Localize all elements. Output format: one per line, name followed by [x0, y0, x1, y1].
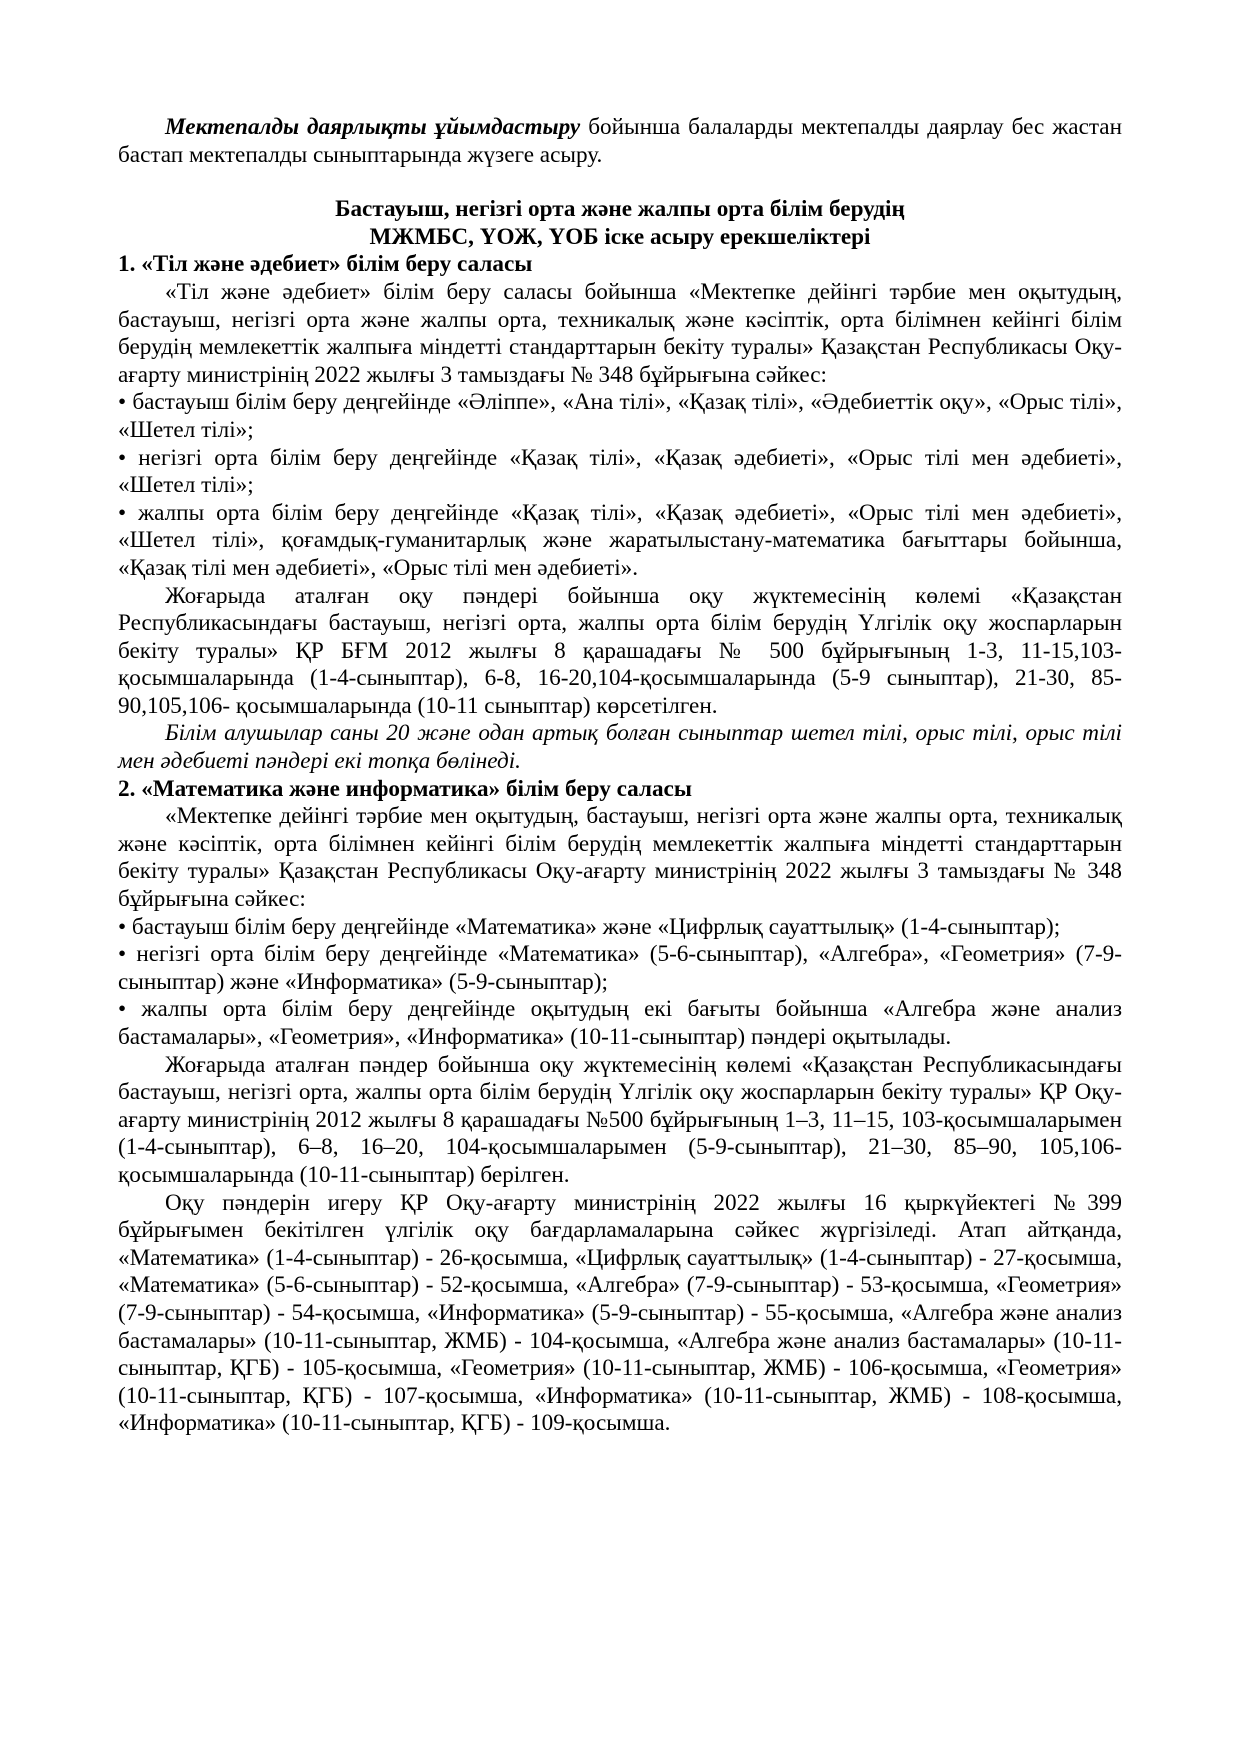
section-2-paragraph-1: «Мектепке дейінгі тәрбие мен оқытудың, бастауыш, негізгі орта және жалпы орта, техникалық және кәсіптік, орта білімнен кейінгі білім берудің мемлекеттік жалпыға міндетті стандарттарын бекіту туралы» Қазақстан Республикасы Оқу-ағарту министрінің 2022 жылғы 3 тамыздағы № 348 бұйрығына сәйкес: — [118, 803, 1122, 913]
document-page — [118, 114, 1122, 1438]
section-2-paragraph-3: Оқу пәндерін игеру ҚР Оқу-ағарту министрінің 2022 жылғы 16 қыркүйектегі №399 бұйрығымен бекітілген үлгілік оқу бағдарламаларына сәйкес жүргізіледі. Атап айтқанда, «Математика» (1-4-сыныптар) - 26-қосымша, «Цифрлық сауаттылық» (1-4-сыныптар) - 27-қосымша, «Математика» (5-6-сыныптар) - 52-қосымша, «Алгебра» (7-9-сыныптар) - 53-қосымша, «Геометрия» (7-9-сыныптар) - 54-қосымша, «Информатика» (5-9-сыныптар) - 55-қосымша, «Алгебра және анализ бастамалары» (10-11-сыныптар, ЖМБ) - 104-қосымша, «Алгебра және анализ бастамалары» (10-11-сыныптар, ҚГБ) - 105-қосымша, «Геометрия» (10-11-сыныптар, ЖМБ) - 106-қосымша, «Геометрия» (10-11-сыныптар, ҚГБ) - 107-қосымша, «Информатика» (10-11-сыныптар, ЖМБ) - 108-қосымша, «Информатика» (10-11-сыныптар, ҚГБ) - 109-қосымша. — [118, 1189, 1122, 1437]
intro-paragraph — [118, 114, 1122, 169]
intro-text: бойынша балаларды мектепалды даярлау бес жастан бастап мектепалды сыныптарында жүзеге асыру. — [118, 114, 1122, 168]
section-2-bullet: • жалпы орта білім беру деңгейінде оқытудың екі бағыты бойынша «Алгебра және анализ бастамалары», «Геометрия», «Информатика» (10-11-сыныптар) пәндері оқытылады. — [118, 996, 1122, 1050]
section-1-paragraph-1: «Тіл және әдебиет» білім беру саласы бойынша «Мектепке дейінгі тәрбие мен оқытудың, бастауыш, негізгі орта және жалпы орта, техникалық және кәсіптік, орта білімнен кейінгі білім берудің мемлекеттік жалпыға міндетті стандарттарын бекіту туралы» Қазақстан Республикасы Оқу-ағарту министрінің 2022 жылғы 3 тамыздағы № 348 бұйрығына сәйкес: — [118, 278, 1122, 388]
section-1-heading: 1. «Тіл және әдебиет» білім беру саласы — [118, 251, 533, 278]
document-title-line-2: МЖМБС, ҮОЖ, ҮОБ іске асыру ерекшеліктері — [369, 223, 871, 250]
section-1-bullet: • негізгі орта білім беру деңгейінде «Қазақ тілі», «Қазақ әдебиеті», «Орыс тілі мен әдебиеті», «Шетел тілі»; — [118, 444, 1122, 499]
section-2-heading: 2. «Математика және информатика» білім беру саласы — [118, 775, 692, 802]
section-1-bullet: • жалпы орта білім беру деңгейінде «Қазақ тілі», «Қазақ әдебиеті», «Орыс тілі мен әдебиеті», «Шетел тілі», қоғамдық-гуманитарлық және жаратылыстану-математика бағыттары бойынша, «Қазақ тілі мен әдебиеті», «Орыс тілі мен әдебиеті». — [118, 499, 1122, 581]
intro-emphasis: Мектепалды даярлықты ұйымдастыру — [165, 114, 581, 140]
document-title-line-1: Бастауыш, негізгі орта және жалпы орта білім берудің — [335, 196, 905, 223]
section-2-bullet: • бастауыш білім беру деңгейінде «Математика» және «Цифрлық сауаттылық» (1-4-сыныптар); — [118, 913, 1061, 940]
section-1-paragraph-2: Жоғарыда аталған оқу пәндері бойынша оқу жүктемесінің көлемі «Қазақстан Республикасындағы бастауыш, негізгі орта, жалпы орта білім берудің Үлгілік оқу жоспарларын бекіту туралы» ҚР БҒМ 2012 жылғы 8 қарашадағы № 500 бұйрығының 1-3, 11-15,103-қосымшаларында (1-4-сыныптар), 6-8, 16-20,104-қосымшаларында (5-9 сыныптар), 21-30, 85-90,105,106- қосымшаларында (10-11 сыныптар) көрсетілген. — [118, 582, 1122, 719]
section-2-paragraph-2: Жоғарыда аталған пәндер бойынша оқу жүктемесінің көлемі «Қазақстан Республикасындағы бастауыш, негізгі орта, жалпы орта білім берудің Үлгілік оқу жоспарларын бекіту туралы» ҚР Оқу-ағарту министрінің 2012 жылғы 8 қарашадағы №500 бұйрығының 1–3, 11–15, 103-қосымшаларымен (1-4-сыныптар), 6–8, 16–20, 104-қосымшаларымен (5-9-сыныптар), 21–30, 85–90, 105,106-қосымшаларында (10-11-сыныптар) берілген. — [118, 1051, 1122, 1188]
section-1-note: Білім алушылар саны 20 және одан артық болған сыныптар шетел тілі, орыс тілі, орыс тілі мен әдебиеті пәндері екі топқа бөлінеді. — [118, 720, 1122, 775]
section-1-bullet: • бастауыш білім беру деңгейінде «Әліппе», «Ана тілі», «Қазақ тілі», «Әдебиеттік оқу», «Орыс тілі», «Шетел тілі»; — [118, 389, 1122, 443]
section-2-bullet: • негізгі орта білім беру деңгейінде «Математика» (5-6-сыныптар), «Алгебра», «Геометрия» (7-9-сыныптар) және «Информатика» (5-9-сыныптар); — [118, 941, 1122, 995]
